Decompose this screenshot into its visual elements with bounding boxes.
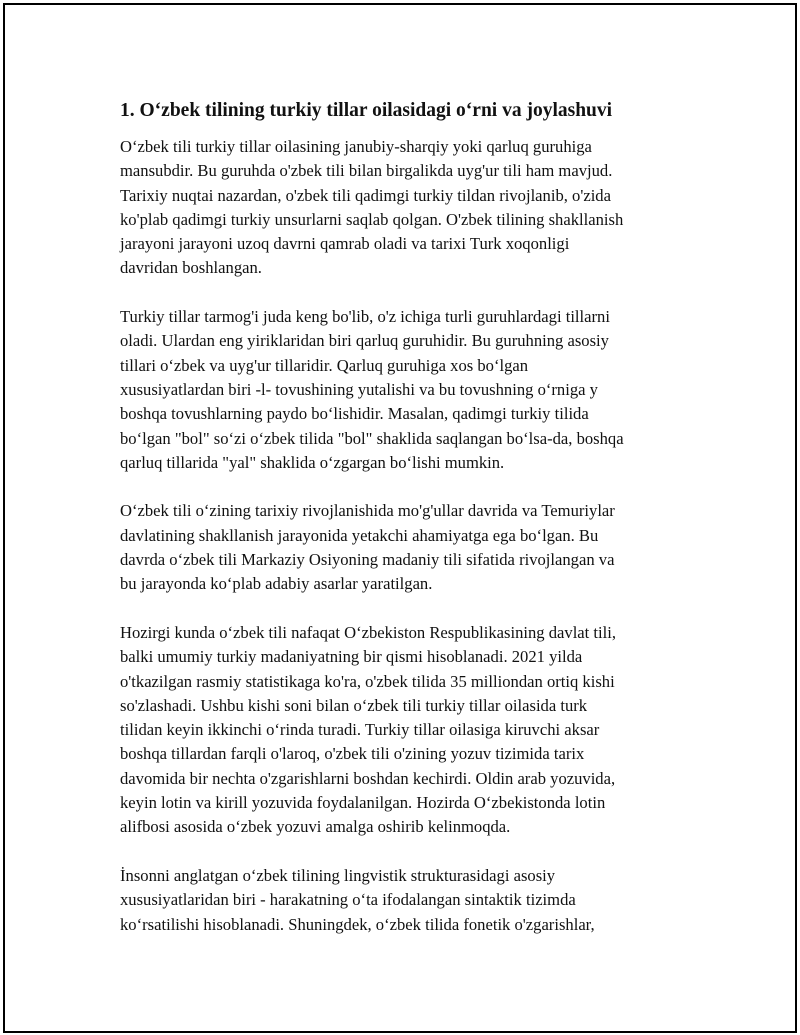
paragraph-line: ko'plab qadimgi turkiy unsurlarni saqlab qolgan. O'zbek tilining shakllanish: [120, 209, 624, 229]
paragraph-list: [120, 135, 700, 937]
paragraph: [120, 305, 700, 475]
paragraph-line: davomida bir nechta o'zgarishlarni boshdan kechirdi. Oldin arab yozuvida,: [120, 768, 616, 788]
paragraph-line: davlatining shakllanish jarayonida yetakchi ahamiyatga ega bo‘lgan. Bu: [120, 525, 599, 545]
paragraph-line: xususiyatlaridan biri - harakatning o‘ta ifodalangan sintaktik tizimda: [120, 890, 576, 910]
paragraph-line: xususiyatlardan biri -l- tovushining yutalishi va bu tovushning o‘rniga y: [120, 379, 598, 399]
document-page: [3, 3, 797, 1033]
document-body: [120, 97, 700, 961]
paragraph-line: balki umumiy turkiy madaniyatning bir qismi hisoblanadi. 2021 yilda: [120, 647, 583, 667]
paragraph-line: ko‘rsatilishi hisoblanadi. Shuningdek, o‘zbek tilida fonetik o'zgarishlar,: [120, 914, 595, 934]
paragraph-line: davridan boshlangan.: [120, 258, 262, 278]
paragraph-line: boshqa tillardan farqli o'laroq, o'zbek tili o'zining yozuv tizimida tarix: [120, 744, 585, 764]
paragraph-line: O‘zbek tili turkiy tillar oilasining janubiy-sharqiy yoki qarluq guruhiga: [120, 137, 592, 156]
paragraph-line: bu jarayonda ko‘plab adabiy asarlar yaratilgan.: [120, 574, 433, 594]
paragraph: [120, 864, 700, 937]
paragraph-line: qarluq tillarida "yal" shaklida o‘zgargan bo‘lishi mumkin.: [120, 452, 505, 472]
paragraph-line: tillari o‘zbek va uyg'ur tillaridir. Qarluq guruhiga xos bo‘lgan: [120, 355, 529, 375]
section-heading: 1. O‘zbek tilining turkiy tillar oilasidagi o‘rni va joylashuvi: [120, 100, 613, 121]
paragraph-line: o'tkazilgan rasmiy statistikaga ko'ra, o'zbek tilida 35 milliondan ortiq kishi: [120, 671, 615, 691]
paragraph-line: alifbosi asosida o‘zbek yozuvi amalga oshirib kelinmoqda.: [120, 817, 511, 837]
paragraph: [120, 621, 700, 840]
paragraph: [120, 499, 700, 596]
paragraph-line: Turkiy tillar tarmog'i juda keng bo'lib, o'z ichiga turli guruhlardagi tillarni: [120, 307, 610, 327]
paragraph-line: so'zlashadi. Ushbu kishi soni bilan o‘zbek tili turkiy tillar oilasida turk: [120, 695, 588, 715]
paragraph-line: boshqa tovushlarning paydo bo‘lishidir. Masalan, qadimgi turkiy tilida: [120, 404, 589, 424]
paragraph-line: keyin lotin va kirill yozuvida foydalanilgan. Hozirda O‘zbekistonda lotin: [120, 793, 606, 813]
paragraph-line: jarayoni jarayoni uzoq davrni qamrab oladi va tarixi Turk xoqonligi: [120, 234, 570, 254]
paragraph-line: tilidan keyin ikkinchi o‘rinda turadi. Turkiy tillar oilasiga kiruvchi aksar: [120, 720, 600, 740]
paragraph-line: bo‘lgan "bol" so‘zi o‘zbek tilida "bol" shaklida saqlangan bo‘lsa-da, boshqa: [120, 428, 624, 448]
paragraph-line: O‘zbek tili o‘zining tarixiy rivojlanishida mo'g'ullar davrida va Temuriylar: [120, 501, 615, 521]
paragraph-line: Tarixiy nuqtai nazardan, o'zbek tili qadimgi turkiy tildan rivojlanib, o'zida: [120, 185, 611, 205]
paragraph-line: Hozirgi kunda o‘zbek tili nafaqat O‘zbekiston Respublikasining davlat tili,: [120, 622, 617, 642]
paragraph: [120, 135, 700, 281]
paragraph-line: mansubdir. Bu guruhda o'zbek tili bilan birgalikda uyg'ur tili ham mavjud.: [120, 161, 613, 181]
paragraph-line: davrda o‘zbek tili Markaziy Osiyoning madaniy tili sifatida rivojlangan va: [120, 550, 615, 570]
paragraph-line: İnsonni anglatgan o‘zbek tilining lingvistik strukturasidagi asosiy: [120, 865, 556, 885]
paragraph-line: oladi. Ulardan eng yiriklaridan biri qarluq guruhidir. Bu guruhning asosiy: [120, 331, 609, 351]
